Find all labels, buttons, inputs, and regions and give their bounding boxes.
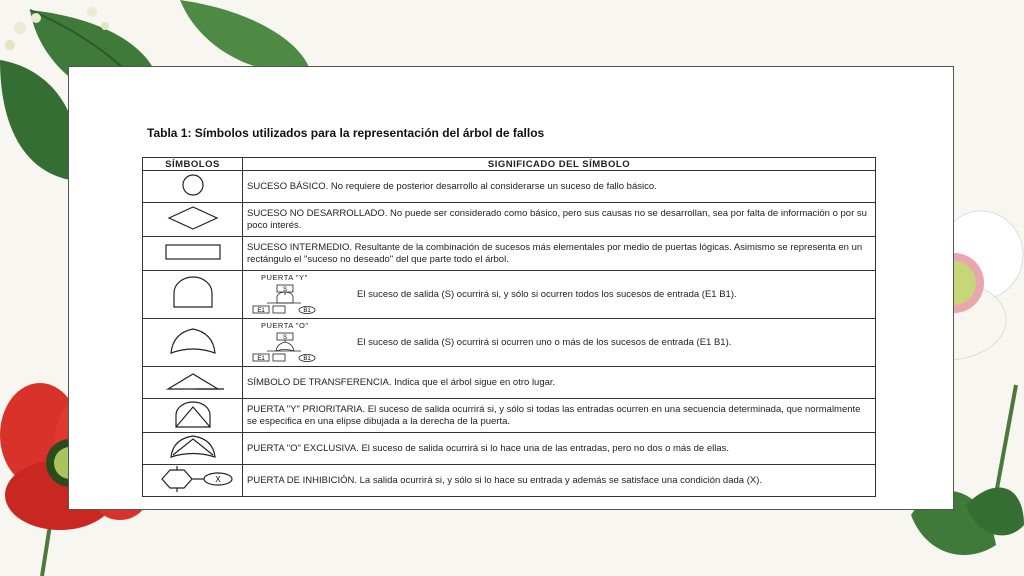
transfer-triangle-icon [158,369,228,393]
description-cell: SUCESO INTERMEDIO. Resultante de la combinación de sucesos más elementales por medio de puertas lógicas. Asimismo se representa en un rectángulo el "suceso no deseado" del que parte todo el árbol. [243,237,876,271]
table-row [143,465,876,497]
description-cell: PUERTA "Y" PRIORITARIA. El suceso de salida ocurrirá si, y sólo si todas las entradas ocurren en una secuencia determinada, que normalmente se especifica en una elipse dibujada a la derecha de la puerta. [243,399,876,433]
symbol-cell [143,203,243,237]
table-row [143,203,876,237]
condition-x-label: X [214,475,221,484]
symbol-cell [143,237,243,271]
gate-description: El suceso de salida (S) ocurrirá si ocurren uno o más de los sucesos de entrada (E1 B1). [357,336,732,348]
table-caption: Tabla 1: Símbolos utilizados para la representación del árbol de fallos [147,126,545,140]
gate-description: El suceso de salida (S) ocurrirá si, y sólo si ocurren todos los sucesos de entrada (E1 B1). [357,288,737,300]
symbol-cell [143,171,243,203]
table-row [143,367,876,399]
table-row [143,271,876,319]
description-cell: PUERTA DE INHIBICIÓN. La salida ocurrirá si, y sólo si lo hace su entrada y además se satisface una condición dada (X). [243,465,876,497]
mini-b1-label: B1 [303,355,311,362]
circle-icon [173,172,213,198]
or-gate-example-diagram [247,332,337,362]
priority-and-gate-icon [168,399,218,429]
mini-gate-label: PUERTA "Y" [261,273,308,282]
symbol-cell [143,465,243,497]
table-row [143,237,876,271]
rectangle-icon [158,240,228,264]
mini-b1-label: B1 [303,307,311,314]
description-cell [243,319,876,367]
table-row [143,399,876,433]
description-cell [243,271,876,319]
symbol-cell [143,271,243,319]
diamond-icon [163,204,223,232]
description-cell: SÍMBOLO DE TRANSFERENCIA. Indica que el árbol sigue en otro lugar. [243,367,876,399]
table-row [143,171,876,203]
table-row [143,433,876,465]
table-header-row [143,158,876,171]
symbols-header: SÍMBOLOS [143,158,243,171]
fault-tree-symbols-table [142,157,876,497]
symbol-cell [143,399,243,433]
mini-gate-label: PUERTA "O" [261,321,309,330]
or-gate-icon [165,323,221,359]
and-gate-icon [168,275,218,311]
symbol-cell [143,367,243,399]
meaning-header: SIGNIFICADO DEL SÍMBOLO [243,158,876,171]
table-row [143,319,876,367]
mini-s-label: S [282,286,288,293]
mini-s-label: S [282,334,288,341]
or-gate-example [247,320,347,365]
symbol-cell [143,433,243,465]
exclusive-or-gate-icon [165,433,221,461]
symbol-cell [143,319,243,367]
mini-e1-label: E1 [257,355,265,362]
description-cell: PUERTA "O" EXCLUSIVA. El suceso de salida ocurrirá si lo hace una de las entradas, pero no dos o más de ellas. [243,433,876,465]
mini-e1-label: E1 [257,307,265,314]
inhibit-gate-icon [148,465,238,493]
description-cell: SUCESO BÁSICO. No requiere de posterior desarrollo al considerarse un suceso de fallo básico. [243,171,876,203]
and-gate-example-diagram [247,284,337,314]
description-cell: SUCESO NO DESARROLLADO. No puede ser considerado como básico, pero sus causas no se desarrollan, sea por falta de información o por su poco interés. [243,203,876,237]
and-gate-example [247,272,347,317]
